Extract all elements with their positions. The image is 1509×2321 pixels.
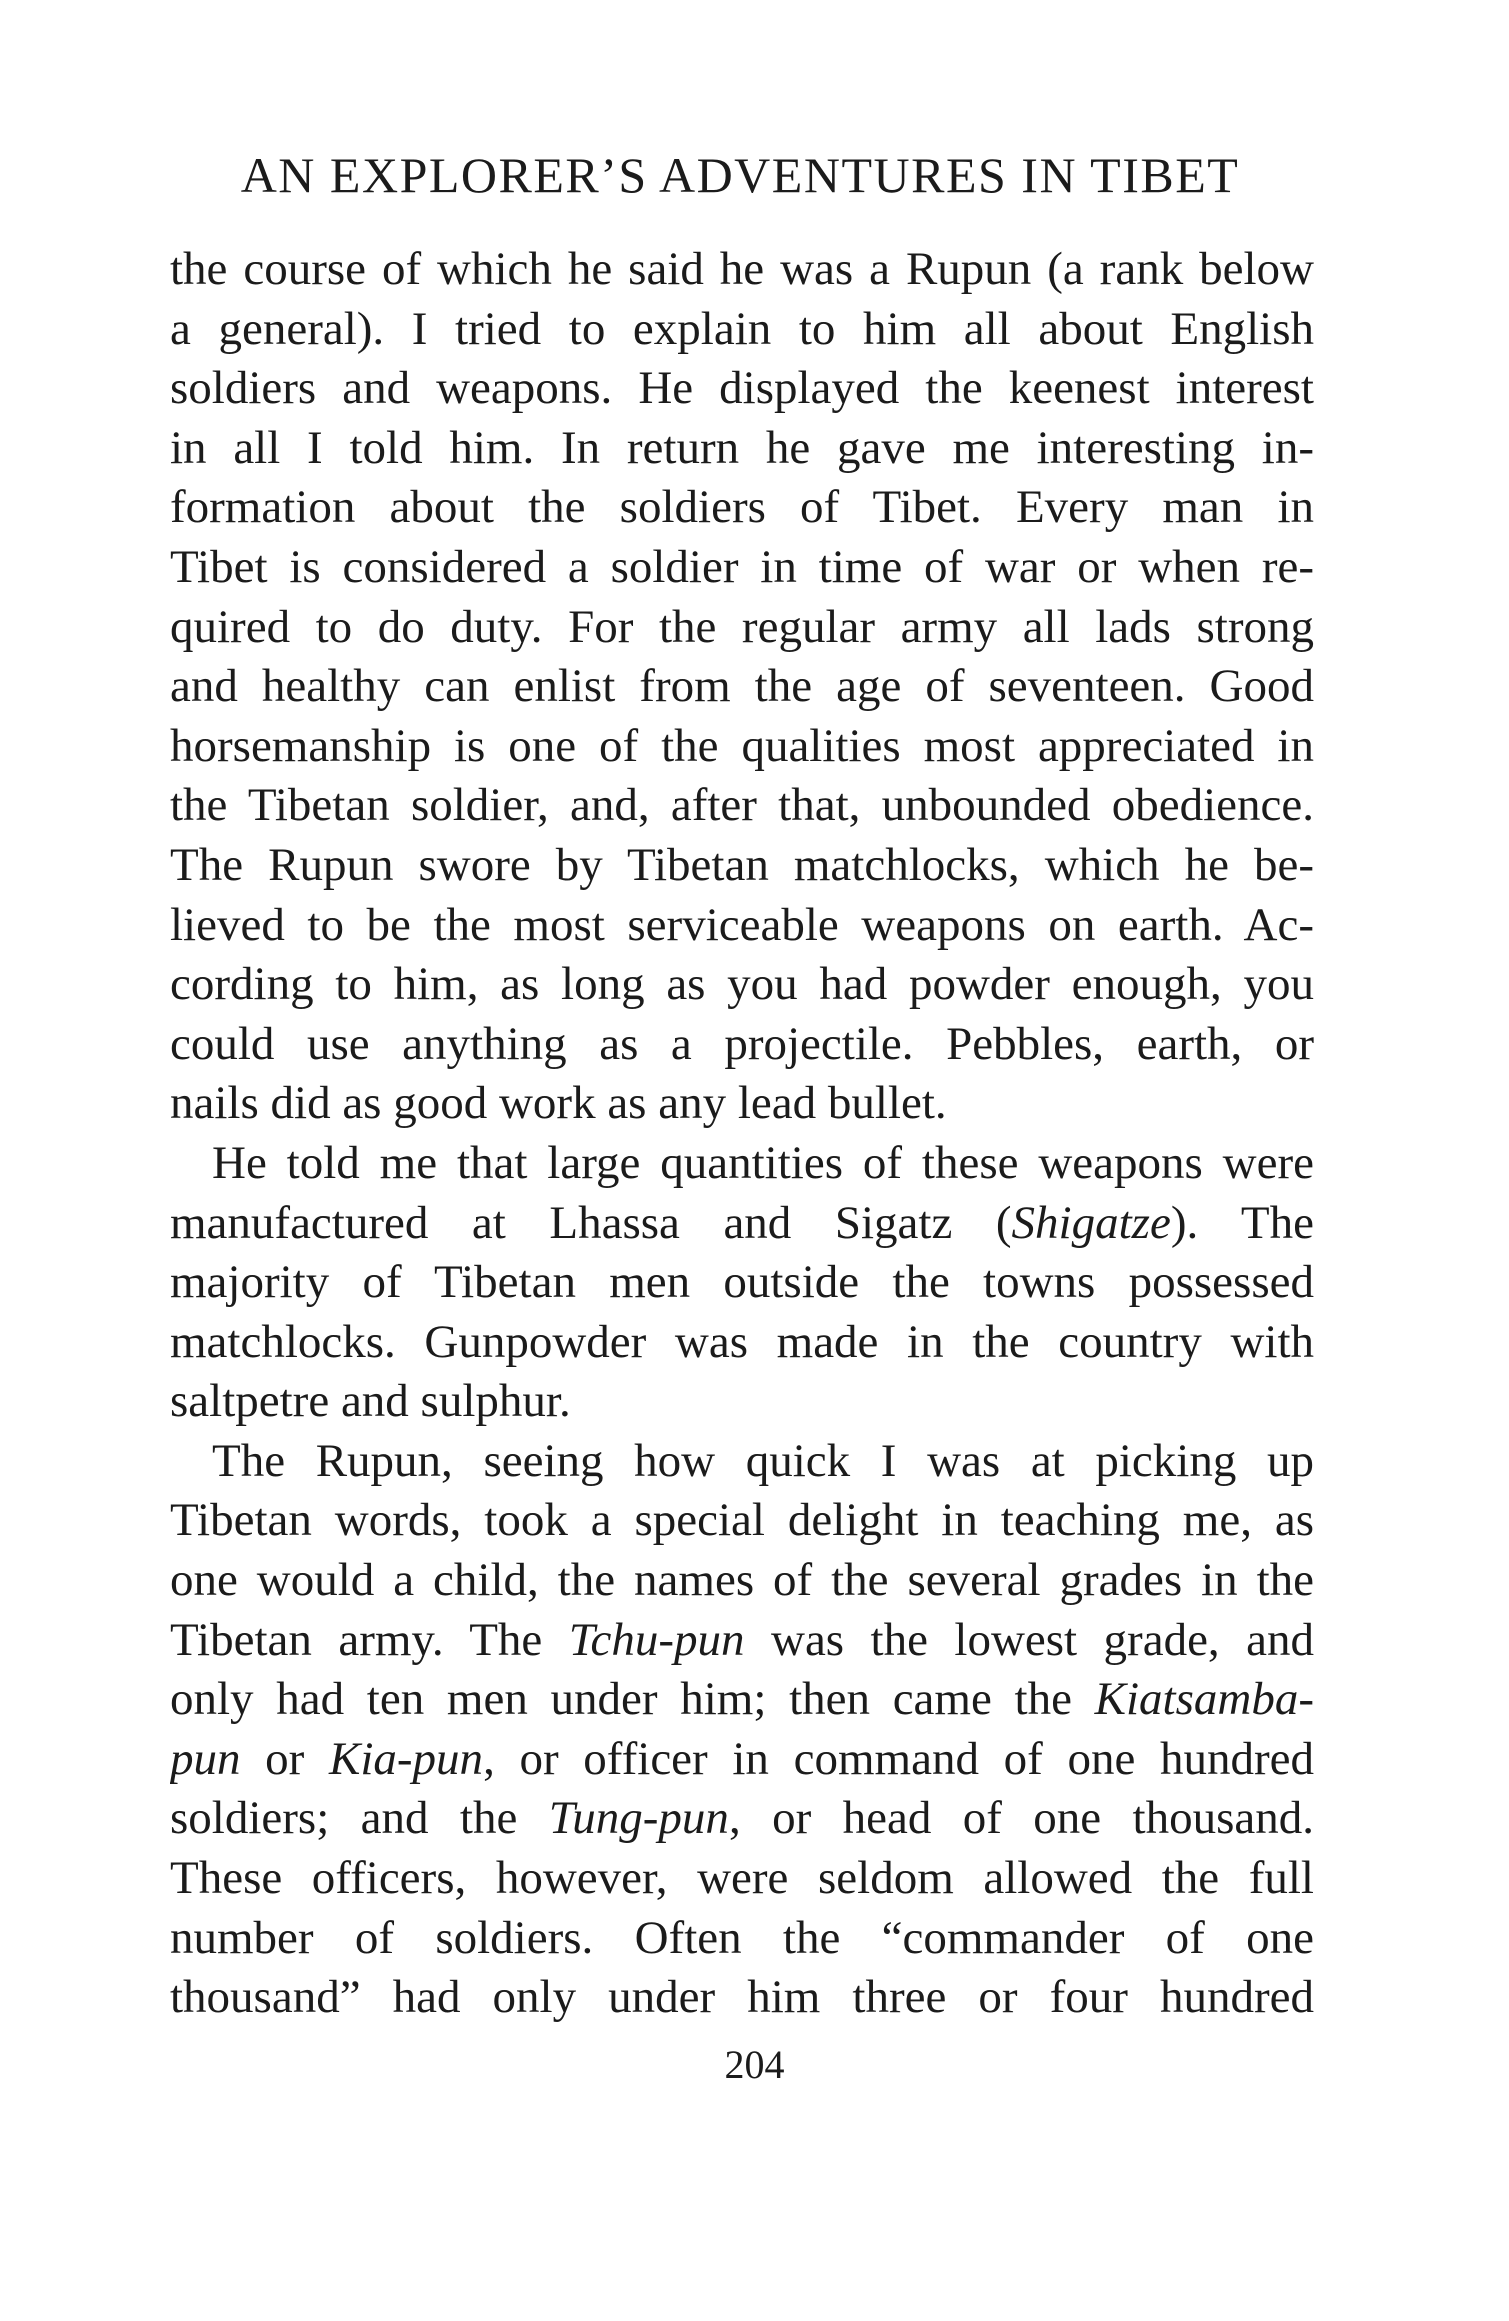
text-line: and healthy can enlist from the age of seventeen. Good — [170, 660, 1314, 713]
text-line: Tibet is considered a soldier in time of war or when re- — [170, 540, 1314, 593]
text-line: in all I told him. In return he gave me interesting in- — [170, 421, 1314, 474]
text-line: soldiers; and the Tung-pun, or head of one thousand. — [170, 1792, 1314, 1845]
text-line: the course of which he said he was a Rupun (a rank below — [170, 243, 1314, 295]
text-line: cording to him, as long as you had powder enough, you — [170, 958, 1314, 1011]
text-line-paragraph-end: nails did as good work as any lead bullet. — [170, 1077, 947, 1130]
text-line: number of soldiers. Often the “commander of one — [170, 1911, 1314, 1964]
text-line: Tibetan army. The Tchu-pun was the lowest grade, and — [170, 1613, 1314, 1666]
text-line: one would a child, the names of the several grades in the — [170, 1554, 1314, 1607]
text-line: lieved to be the most serviceable weapons on earth. Ac- — [170, 898, 1314, 951]
text-line: a general). I tried to explain to him all about English — [170, 302, 1314, 355]
text-line-paragraph-start: He told me that large quantities of these weapons were — [212, 1136, 1314, 1189]
text-line: could use anything as a projectile. Pebbles, earth, or — [170, 1017, 1314, 1070]
text-line: horsemanship is one of the qualities most appreciated in — [170, 719, 1314, 772]
page-number: 204 — [724, 2042, 785, 2087]
text-line: Tibetan words, took a special delight in teaching me, as — [170, 1494, 1314, 1547]
text-line: quired to do duty. For the regular army all lads strong — [170, 600, 1314, 653]
text-line-paragraph-start: The Rupun, seeing how quick I was at picking up — [212, 1434, 1314, 1487]
text-line: majority of Tibetan men outside the towns possessed — [170, 1256, 1314, 1309]
text-line: the Tibetan soldier, and, after that, unbounded obedience. — [170, 779, 1314, 832]
text-line-paragraph-end: saltpetre and sulphur. — [170, 1375, 571, 1428]
text-line: These officers, however, were seldom allowed the full — [170, 1852, 1314, 1905]
running-head: AN EXPLORER’S ADVENTURES IN TIBET — [240, 147, 1240, 203]
text-line: pun or Kia-pun, or officer in command of one hundred — [170, 1732, 1314, 1785]
text-line: soldiers and weapons. He displayed the keenest interest — [170, 362, 1314, 415]
body-text — [170, 240, 1314, 2028]
text-line: thousand” had only under him three or four hundred — [170, 1971, 1314, 2024]
text-line: manufactured at Lhassa and Sigatz (Shigatze). The — [170, 1196, 1314, 1249]
text-line: formation about the soldiers of Tibet. Every man in — [170, 481, 1314, 534]
text-line: only had ten men under him; then came the Kiatsamba- — [170, 1673, 1314, 1726]
text-line: The Rupun swore by Tibetan matchlocks, which he be- — [170, 838, 1314, 891]
text-line: matchlocks. Gunpowder was made in the country with — [170, 1315, 1314, 1368]
